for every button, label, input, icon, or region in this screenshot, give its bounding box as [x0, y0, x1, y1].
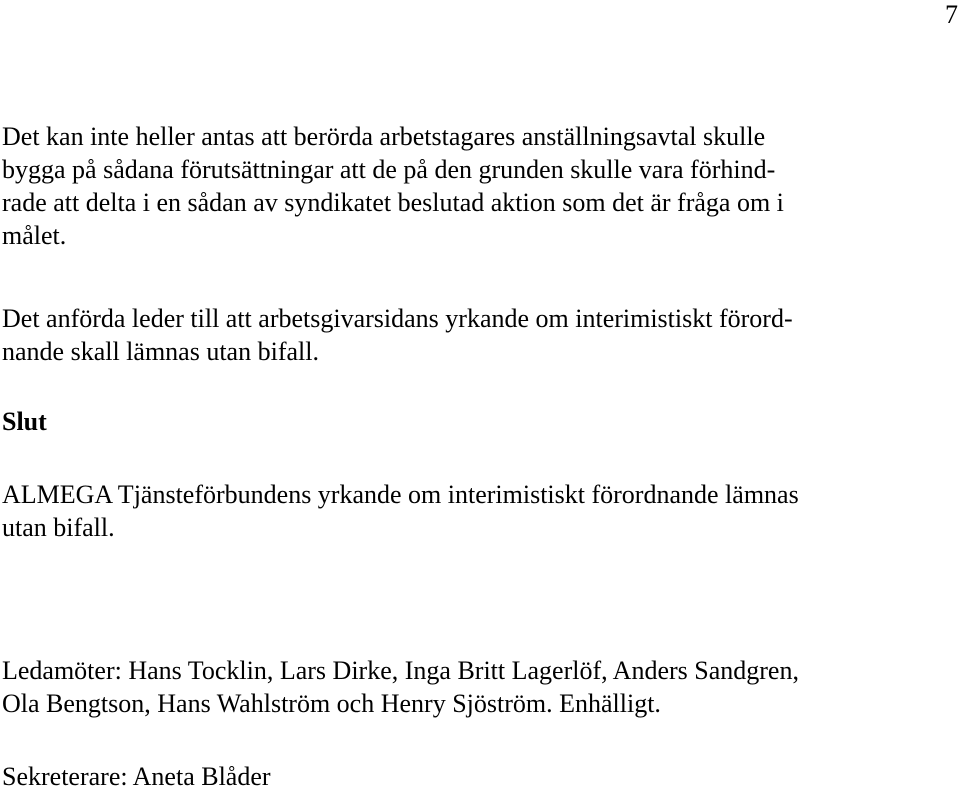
text-line: rade att delta i en sådan av syndikatet beslutad aktion som det är fråga om i: [2, 188, 784, 217]
paragraph-ruling: [2, 478, 958, 544]
text-line: nande skall lämnas utan bifall.: [2, 337, 319, 366]
paragraph-conclusion: [2, 302, 958, 368]
text-line: Det kan inte heller antas att berörda arbetstagares anställningsavtal skulle: [2, 122, 766, 151]
section-heading: Slut: [2, 407, 47, 436]
text-line: ALMEGA Tjänsteförbundens yrkande om interimistiskt förordnande lämnas: [2, 480, 799, 509]
secretary-line: Sekreterare: Aneta Blåder: [2, 762, 271, 791]
paragraph-reasoning: [2, 120, 958, 252]
text-line: Ola Bengtson, Hans Wahlström och Henry Sjöström. Enhälligt.: [2, 689, 661, 718]
text-line: målet.: [2, 221, 67, 250]
text-line: bygga på sådana förutsättningar att de på den grunden skulle vara förhind-: [2, 155, 776, 184]
text-line: Det anförda leder till att arbetsgivarsidans yrkande om interimistiskt förord-: [2, 304, 793, 333]
paragraph-members: [2, 654, 958, 720]
page-number: 7: [945, 0, 958, 29]
text-line: utan bifall.: [2, 513, 115, 542]
text-line: Ledamöter: Hans Tocklin, Lars Dirke, Inga Britt Lagerlöf, Anders Sandgren,: [2, 656, 799, 685]
